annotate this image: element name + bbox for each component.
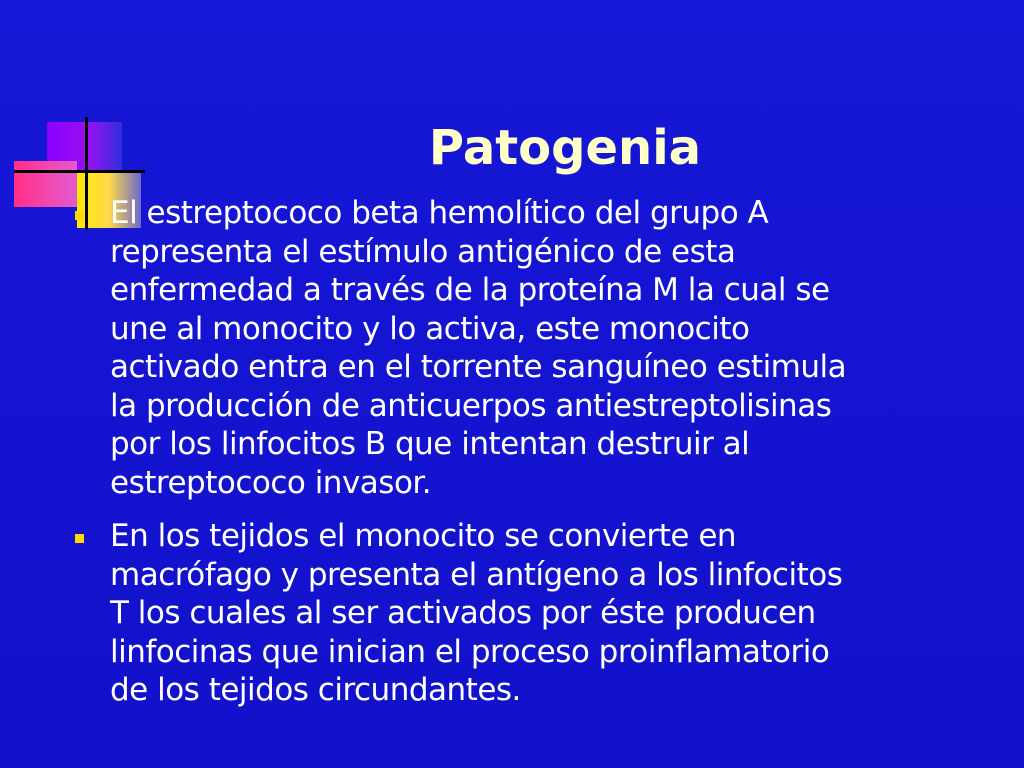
bullet-item — [110, 517, 1010, 710]
decor-vertical-line — [85, 117, 88, 230]
decor-horizontal-line — [14, 170, 145, 173]
bullet-line: activado entra en el torrente sanguíneo estimula — [110, 349, 847, 385]
bullet-line: representa el estímulo antigénico de esta — [110, 233, 736, 270]
bullet-line: estreptococo invasor. — [110, 464, 432, 501]
bullet-line: El estreptococo beta hemolítico del grupo A — [110, 195, 769, 231]
bullet-item — [110, 194, 1010, 502]
bullet-line: macrófago y presenta el antígeno a los linfocitos — [110, 556, 843, 593]
square-bullet-icon — [75, 211, 84, 220]
bullet-line: de los tejidos circundantes. — [110, 672, 521, 708]
bullet-line: linfocinas que inician el proceso proinflamatorio — [110, 633, 830, 670]
square-bullet-icon — [75, 534, 84, 543]
decor-pink-square — [14, 161, 77, 207]
bullet-line: la producción de anticuerpos antiestreptolisinas — [110, 387, 832, 424]
slide-title: Patogenia — [428, 120, 702, 176]
bullet-line: En los tejidos el monocito se convierte en — [110, 518, 737, 554]
bullet-list — [110, 194, 1010, 725]
bullet-line: por los linfocitos B que intentan destruir al — [110, 426, 750, 462]
bullet-line: enfermedad a través de la proteína M la cual se — [110, 272, 830, 308]
bullet-line: T los cuales al ser activados por éste producen — [110, 595, 816, 631]
bullet-line: une al monocito y lo activa, este monocito — [110, 310, 750, 347]
